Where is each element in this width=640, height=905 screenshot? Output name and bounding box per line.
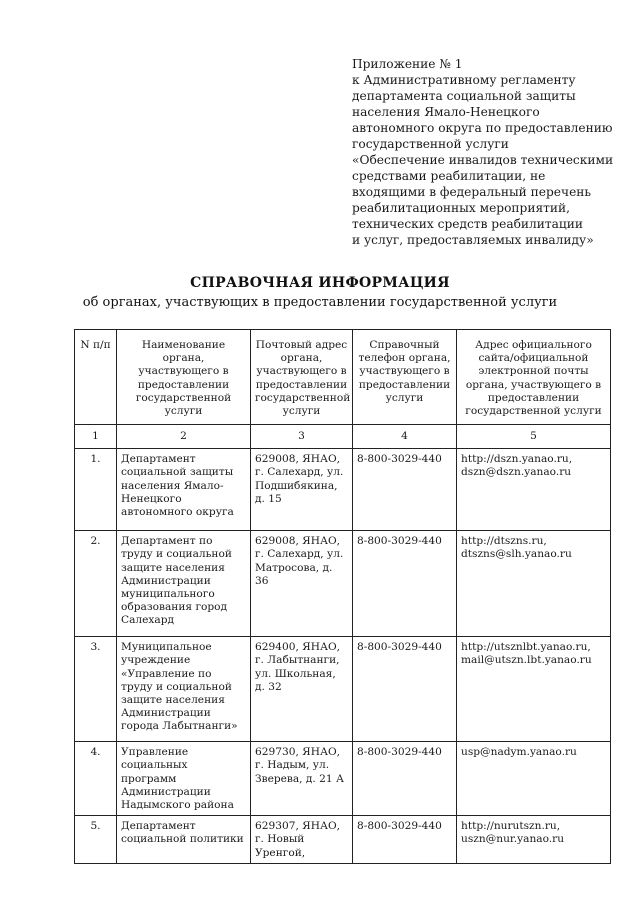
appendix-line: реабилитационных мероприятий, bbox=[352, 201, 571, 215]
column-number-row bbox=[75, 425, 611, 449]
row-num: 2. bbox=[75, 531, 117, 637]
appendix-line: Приложение № 1 bbox=[352, 57, 463, 71]
row-address: 629008, ЯНАО, г. Салехард, ул. Подшибякина, д. 15 bbox=[251, 449, 353, 531]
row-name: Департамент по труду и социальной защите населения Администрации муниципального образования город Салехард bbox=[117, 531, 251, 637]
info-table bbox=[74, 329, 611, 864]
row-address: 629307, ЯНАО, г. Новый Уренгой, bbox=[251, 816, 353, 864]
row-phone: 8-800-3029-440 bbox=[353, 449, 457, 531]
appendix-line: к Административному регламенту bbox=[352, 73, 576, 87]
row-address: 629730, ЯНАО, г. Надым, ул. Зверева, д. 21 А bbox=[251, 742, 353, 816]
appendix-line: средствами реабилитации, не bbox=[352, 169, 546, 183]
row-site[interactable]: http://nurutszn.ru, uszn@nur.yanao.ru bbox=[457, 816, 611, 864]
header-name: Наименование органа, участвующего в предоставлении государственной услуги bbox=[117, 330, 251, 425]
document-subtitle: об органах, участвующих в предоставлении государственной услуги bbox=[82, 295, 558, 310]
header-num: N п/п bbox=[75, 330, 117, 425]
column-number: 2 bbox=[117, 425, 251, 449]
appendix-block bbox=[352, 56, 634, 248]
column-number: 1 bbox=[75, 425, 117, 449]
row-name: Департамент социальной политики bbox=[117, 816, 251, 864]
row-phone: 8-800-3029-440 bbox=[353, 637, 457, 742]
row-site[interactable]: usp@nadym.yanao.ru bbox=[457, 742, 611, 816]
table-row bbox=[75, 531, 611, 637]
row-name: Муниципальное учреждение «Управление по труду и социальной защите населения Администрации города Лабытнанги» bbox=[117, 637, 251, 742]
document-title: СПРАВОЧНАЯ ИНФОРМАЦИЯ bbox=[190, 275, 450, 291]
row-phone: 8-800-3029-440 bbox=[353, 531, 457, 637]
appendix-line: государственной услуги bbox=[352, 137, 509, 151]
header-row bbox=[75, 330, 611, 425]
row-site[interactable]: http://dtszns.ru, dtszns@slh.yanao.ru bbox=[457, 531, 611, 637]
table-row bbox=[75, 742, 611, 816]
header-phone: Справочный телефон органа, участвующего в предоставлении услуги bbox=[353, 330, 457, 425]
row-phone: 8-800-3029-440 bbox=[353, 816, 457, 864]
appendix-line: департамента социальной защиты bbox=[352, 89, 576, 103]
appendix-line: автономного округа по предоставлению bbox=[352, 121, 613, 135]
row-num: 1. bbox=[75, 449, 117, 531]
appendix-line: и услуг, предоставляемых инвалиду» bbox=[352, 233, 594, 247]
row-num: 3. bbox=[75, 637, 117, 742]
table-row bbox=[75, 816, 611, 864]
appendix-line: технических средств реабилитации bbox=[352, 217, 584, 231]
table-row bbox=[75, 449, 611, 531]
row-site[interactable]: http://dszn.yanao.ru, dszn@dszn.yanao.ru bbox=[457, 449, 611, 531]
row-name: Департамент социальной защиты населения Ямало-Ненецкого автономного округа bbox=[117, 449, 251, 531]
row-num: 4. bbox=[75, 742, 117, 816]
row-address: 629400, ЯНАО, г. Лабытнанги, ул. Школьная, д. 32 bbox=[251, 637, 353, 742]
row-site[interactable]: http://utsznlbt.yanao.ru, mail@utszn.lbt.yanao.ru bbox=[457, 637, 611, 742]
column-number: 5 bbox=[457, 425, 611, 449]
row-phone: 8-800-3029-440 bbox=[353, 742, 457, 816]
column-number: 3 bbox=[251, 425, 353, 449]
appendix-line: «Обеспечение инвалидов техническими bbox=[352, 153, 614, 167]
row-name: Управление социальных программ Администрации Надымского района bbox=[117, 742, 251, 816]
table-row bbox=[75, 637, 611, 742]
row-num: 5. bbox=[75, 816, 117, 864]
header-site: Адрес официального сайта/официальной электронной почты органа, участвующего в предоставлении государственной услуги bbox=[457, 330, 611, 425]
appendix-line: населения Ямало-Ненецкого bbox=[352, 105, 540, 119]
column-number: 4 bbox=[353, 425, 457, 449]
appendix-line: входящими в федеральный перечень bbox=[352, 185, 592, 199]
row-address: 629008, ЯНАО, г. Салехард, ул. Матросова, д. 36 bbox=[251, 531, 353, 637]
header-address: Почтовый адрес органа, участвующего в предоставлении государственной услуги bbox=[251, 330, 353, 425]
